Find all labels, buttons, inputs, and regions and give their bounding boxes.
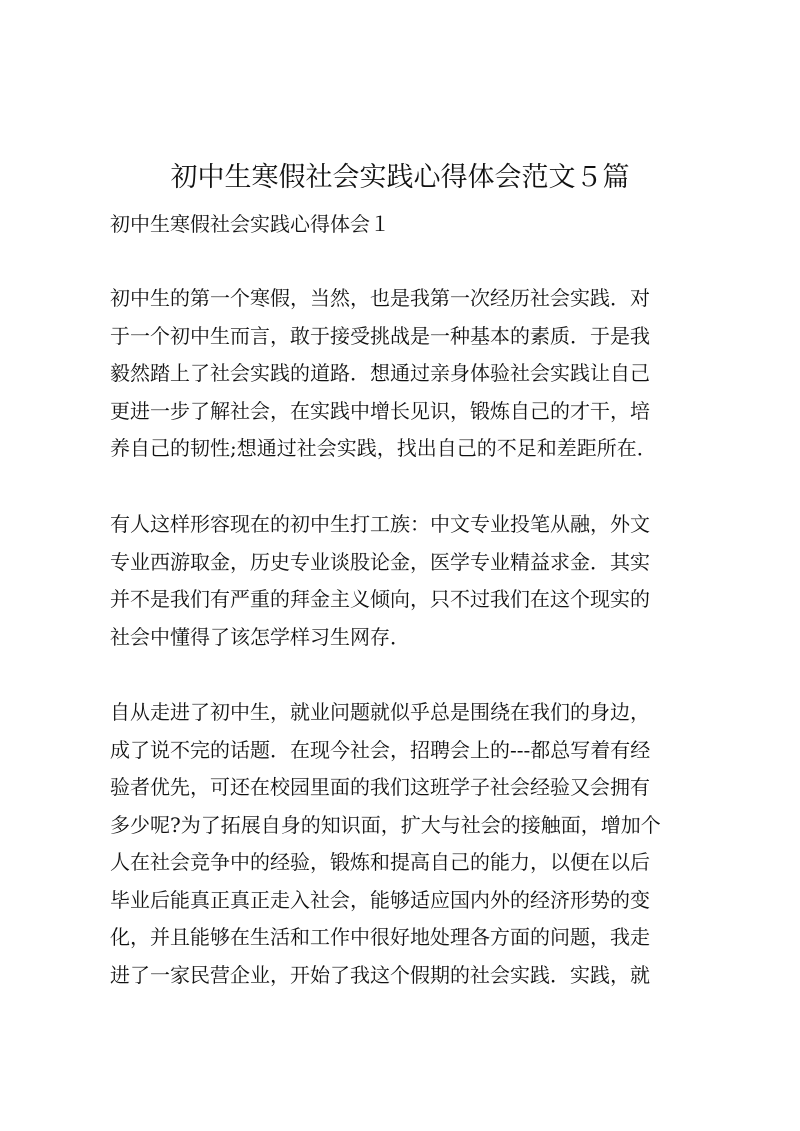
paragraph-line: 自从走进了初中生，就业问题就似乎总是围绕在我们的身边， [110,700,650,724]
paragraph-line: 成了说不完的话题．在现今社会，招聘会上的---都总写着有经 [110,737,651,762]
paragraph-line: 养自己的韧性;想通过社会实践，找出自己的不足和差距所在． [110,436,657,460]
paragraph-line: 专业西游取金，历史专业谈股论金，医学专业精益求金．其实 [110,549,650,574]
document-title: 初中生寒假社会实践心得体会范文５篇 [170,162,630,193]
paragraph-line: 于一个初中生而言，敢于接受挑战是一种基本的素质．于是我 [110,323,650,348]
paragraph-line: 初中生的第一个寒假，当然，也是我第一次经历社会实践．对 [110,286,650,310]
paragraph-line: 并不是我们有严重的拜金主义倾向，只不过我们在这个现实的 [110,587,650,611]
paragraph-line: 社会中懂得了该怎学样习生网存． [110,624,410,649]
section-heading: 初中生寒假社会实践心得体会１ [110,212,390,236]
paragraph-line: 毅然踏上了社会实践的道路．想通过亲身体验社会实践让自己 [110,361,650,385]
paragraph-line: 毕业后能真正真正走入社会，能够适应国内外的经济形势的变 [110,887,650,912]
paragraph-2 [110,506,695,656]
paragraph-line: 有人这样形容现在的初中生打工族：中文专业投笔从融，外文 [110,512,650,536]
paragraph-line: 进了一家民营企业，开始了我这个假期的社会实践．实践，就 [110,962,650,987]
paragraph-3 [110,694,695,994]
paragraph-line: 验者优先，可还在校园里面的我们这班学子社会经验又会拥有 [110,775,650,799]
paragraph-1 [110,280,695,468]
paragraph-line: 更进一步了解社会，在实践中增长见识，锻炼自己的才干，培 [110,398,650,423]
paragraph-line: 化，并且能够在生活和工作中很好地处理各方面的问题，我走 [110,925,650,949]
paragraph-line: 多少呢?为了拓展自身的知识面，扩大与社会的接触面，增加个 [110,812,661,837]
paragraph-line: 人在社会竞争中的经验，锻炼和提高自己的能力，以便在以后 [110,850,650,874]
